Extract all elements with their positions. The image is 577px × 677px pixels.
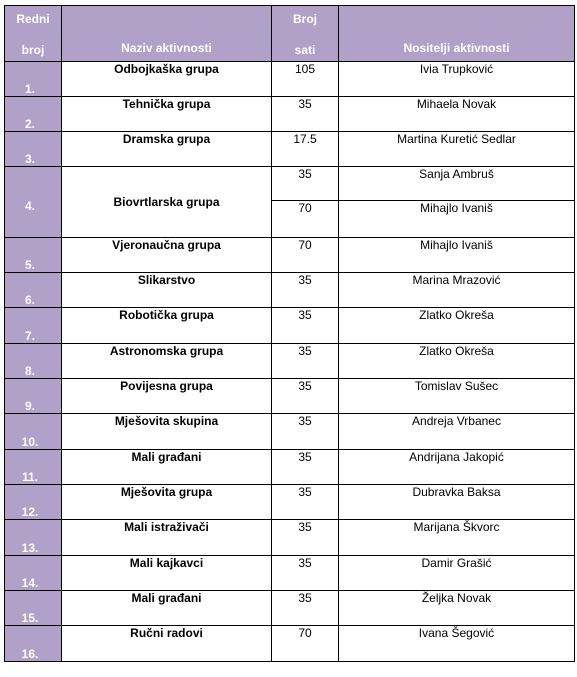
activity-holder: Mihajlo Ivaniš: [339, 201, 575, 238]
activity-holder: Andreja Vrbanec: [339, 414, 575, 450]
activity-hours: 35: [272, 167, 339, 201]
row-number: [5, 591, 62, 626]
row-number-text: 6.: [24, 293, 35, 307]
activity-holder: Zlatko Okreša: [339, 308, 575, 344]
row-number-text: 13.: [21, 541, 39, 555]
activity-hours: 105: [272, 62, 339, 97]
row-number: [5, 556, 62, 591]
row-number: [5, 132, 62, 167]
row-number: [5, 344, 62, 379]
row-number-text: 2.: [24, 117, 35, 131]
row-number: [5, 273, 62, 308]
row-number-text: 1.: [24, 82, 35, 96]
activity-hours: 35: [272, 485, 339, 520]
row-number-text: 9.: [24, 399, 35, 413]
header-holders-label: Nositelji aktivnosti: [403, 41, 510, 55]
table-row: [5, 97, 575, 132]
activity-hours: 70: [272, 201, 339, 238]
row-number: [5, 167, 62, 238]
table-row: [5, 626, 575, 662]
activity-holder: Mihajlo Ivaniš: [339, 238, 575, 273]
row-number-text: 11.: [21, 470, 39, 484]
table-row: [5, 238, 575, 273]
activity-hours: 70: [272, 238, 339, 273]
row-number: [5, 97, 62, 132]
row-number-text: 7.: [24, 329, 35, 343]
activity-name: Mali građani: [62, 591, 272, 626]
activity-name: Mali istraživači: [62, 520, 272, 556]
row-number-text: 5.: [24, 258, 35, 272]
header-number-line2: broj: [21, 42, 45, 57]
activity-name: Ručni radovi: [62, 626, 272, 662]
activity-hours: 70: [272, 626, 339, 662]
row-number-text: 15.: [21, 611, 39, 625]
table-row: [5, 414, 575, 450]
activity-name: Mješovita grupa: [62, 485, 272, 520]
row-number-text: 16.: [21, 647, 39, 661]
header-row: [5, 6, 575, 62]
row-number: [5, 414, 62, 450]
table-row: [5, 379, 575, 414]
table-row: [5, 62, 575, 97]
table-row: [5, 344, 575, 379]
table-row: [5, 485, 575, 520]
activity-hours: 35: [272, 520, 339, 556]
activity-hours: 35: [272, 308, 339, 344]
activity-name: Mali građani: [62, 450, 272, 485]
activity-holder: Zlatko Okreša: [339, 344, 575, 379]
row-number-text: 14.: [21, 576, 39, 590]
activity-name: Povijesna grupa: [62, 379, 272, 414]
row-number-text: 10.: [21, 435, 39, 449]
activity-holder: Ivana Šegović: [339, 626, 575, 662]
table-row: [5, 450, 575, 485]
header-number: [5, 6, 62, 62]
activity-hours: 35: [272, 344, 339, 379]
row-number-text: 8.: [24, 364, 35, 378]
table-row: [5, 591, 575, 626]
activities-table: [4, 5, 575, 662]
activity-name: Biovrtlarska grupa: [62, 167, 272, 238]
header-hours-line2: sati: [294, 42, 316, 57]
activity-hours: 35: [272, 97, 339, 132]
row-number: [5, 62, 62, 97]
activity-holder: Tomislav Sušec: [339, 379, 575, 414]
activity-hours: 17.5: [272, 132, 339, 167]
table-row: [5, 520, 575, 556]
activity-hours: 35: [272, 591, 339, 626]
header-hours: [272, 6, 339, 62]
activity-hours: 35: [272, 414, 339, 450]
header-number-line1: Redni: [16, 11, 50, 26]
activity-holder: Andrijana Jakopić: [339, 450, 575, 485]
row-number: [5, 520, 62, 556]
header-activity-name: [62, 6, 272, 62]
activity-name: Dramska grupa: [62, 132, 272, 167]
activity-name: Mali kajkavci: [62, 556, 272, 591]
table-row: [5, 308, 575, 344]
table-row: [5, 167, 575, 201]
row-number: [5, 308, 62, 344]
activity-hours: 35: [272, 450, 339, 485]
header-hours-line1: Broj: [293, 11, 317, 26]
row-number: [5, 626, 62, 662]
activity-hours: 35: [272, 273, 339, 308]
row-number: [5, 238, 62, 273]
header-activity-name-label: Naziv aktivnosti: [121, 41, 212, 55]
activity-holder: Martina Kuretić Sedlar: [339, 132, 575, 167]
activity-holder: Marina Mrazović: [339, 273, 575, 308]
table-row: [5, 273, 575, 308]
activity-holder: Željka Novak: [339, 591, 575, 626]
activity-name: Astronomska grupa: [62, 344, 272, 379]
row-number: [5, 485, 62, 520]
activity-name: Slikarstvo: [62, 273, 272, 308]
row-number-text: 4.: [24, 199, 35, 213]
activity-holder: Sanja Ambruš: [339, 167, 575, 201]
row-number-text: 12.: [21, 505, 39, 519]
activity-name: Robotička grupa: [62, 308, 272, 344]
table-row: [5, 132, 575, 167]
row-number-text: 3.: [24, 152, 35, 166]
activity-holder: Dubravka Baksa: [339, 485, 575, 520]
activity-name: Odbojkaška grupa: [62, 62, 272, 97]
header-holders: [339, 6, 575, 62]
activity-holder: Marijana Škvorc: [339, 520, 575, 556]
table-row: [5, 556, 575, 591]
activity-name: Vjeronaučna grupa: [62, 238, 272, 273]
activity-hours: 35: [272, 556, 339, 591]
activity-name: Tehnička grupa: [62, 97, 272, 132]
row-number: [5, 379, 62, 414]
activity-name: Mješovita skupina: [62, 414, 272, 450]
activity-holder: Ivia Trupković: [339, 62, 575, 97]
activity-holder: Mihaela Novak: [339, 97, 575, 132]
row-number: [5, 450, 62, 485]
activity-holder: Damir Grašić: [339, 556, 575, 591]
activity-hours: 35: [272, 379, 339, 414]
